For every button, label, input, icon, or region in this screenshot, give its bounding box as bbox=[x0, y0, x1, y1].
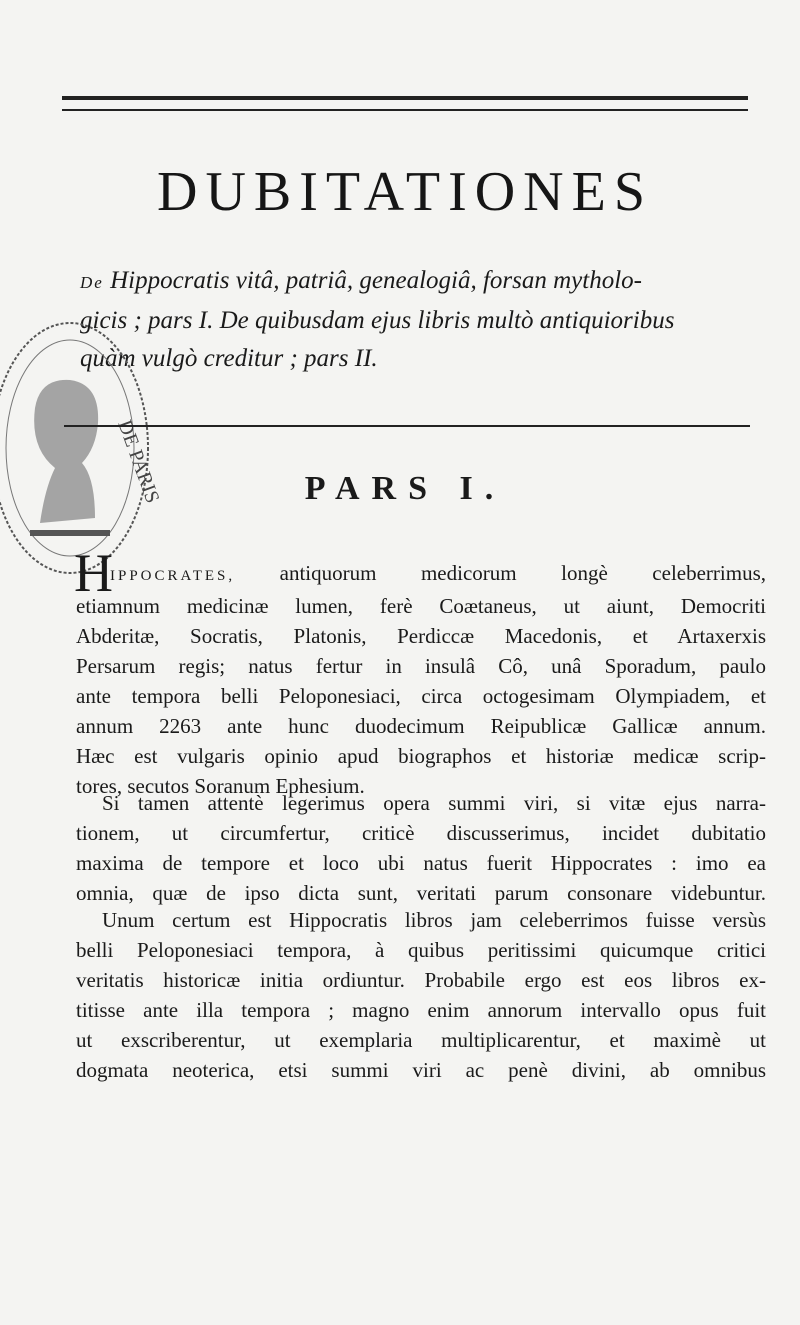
text-line: titisse ante illa tempora ; magno enim annorum intervallo opus fuit bbox=[76, 998, 766, 1022]
text-line: etiamnum medicinæ lumen, ferè Coætaneus, ut aiunt, Democriti bbox=[76, 594, 766, 618]
paragraph-3 bbox=[76, 905, 766, 1085]
paragraph-1 bbox=[76, 558, 766, 801]
text-line: Unum certum est Hippocratis libros jam celeberrimos fuisse versùs bbox=[102, 908, 766, 932]
text-line: annum 2263 ante hunc duodecimum Reipublicæ Gallicæ annum. bbox=[76, 714, 766, 738]
dropcap: H bbox=[74, 543, 113, 603]
page-title: DUBITATIONES bbox=[157, 161, 653, 223]
text-line: belli Peloponesiaci tempora, à quibus peritissimi quicumque critici bbox=[76, 938, 766, 962]
subtitle-lead: De bbox=[80, 273, 104, 292]
text-line: ante tempora belli Peloponesiaci, circa octogesimam Olympiadem, et bbox=[76, 684, 766, 708]
text-line: Abderitæ, Socratis, Platonis, Perdiccæ Macedonis, et Artaxerxis bbox=[76, 624, 766, 648]
text-line bbox=[76, 558, 766, 591]
top-double-rule bbox=[62, 96, 748, 111]
text-line: ut exscriberentur, ut exemplaria multiplicarentur, et maximè ut bbox=[76, 1028, 766, 1052]
subtitle-line-2: gicis ; pars I. De quibusdam ejus libris multò antiquioribus bbox=[80, 307, 675, 334]
section-heading: PARS I. bbox=[304, 470, 506, 507]
text-line: Persarum regis; natus fertur in insulâ Cô, unâ Sporadum, paulo bbox=[76, 654, 766, 678]
section-rule bbox=[64, 425, 750, 427]
subtitle-line-3: quàm vulgò creditur ; pars II. bbox=[80, 345, 378, 372]
subtitle-line-1: Hippocratis vitâ, patriâ, genealogiâ, forsan mytholo- bbox=[103, 267, 642, 294]
text-line: omnia, quæ de ipso dicta sunt, veritati parum consonare videbuntur. bbox=[76, 881, 766, 905]
text-line: tionem, ut circumfertur, criticè discusserimus, incidet dubitatio bbox=[76, 821, 766, 845]
text-line: Hæc est vulgaris opinio apud biographos et historiæ medicæ scrip- bbox=[76, 744, 766, 768]
text-line: maxima de tempore et loco ubi natus fuerit Hippocrates : imo ea bbox=[76, 851, 766, 875]
paragraph-2 bbox=[76, 788, 766, 908]
first-word: IPPOCRATES, bbox=[110, 568, 236, 584]
text-line: tores, secutos Soranum Ephesium. bbox=[76, 774, 365, 798]
subtitle bbox=[80, 262, 760, 378]
text-line: veritatis historicæ initia ordiuntur. Probabile ergo est eos libros ex- bbox=[76, 968, 766, 992]
library-stamp-icon bbox=[0, 318, 164, 576]
text-span: antiquorum medicorum longè celeberrimus, bbox=[279, 561, 767, 585]
text-line: Si tamen attentè legerimus opera summi viri, si vitæ ejus narra- bbox=[102, 791, 766, 815]
text-line: dogmata neoterica, etsi summi viri ac penè divini, ab omnibus bbox=[76, 1058, 766, 1082]
stamp-text: DE PARIS bbox=[113, 417, 164, 507]
